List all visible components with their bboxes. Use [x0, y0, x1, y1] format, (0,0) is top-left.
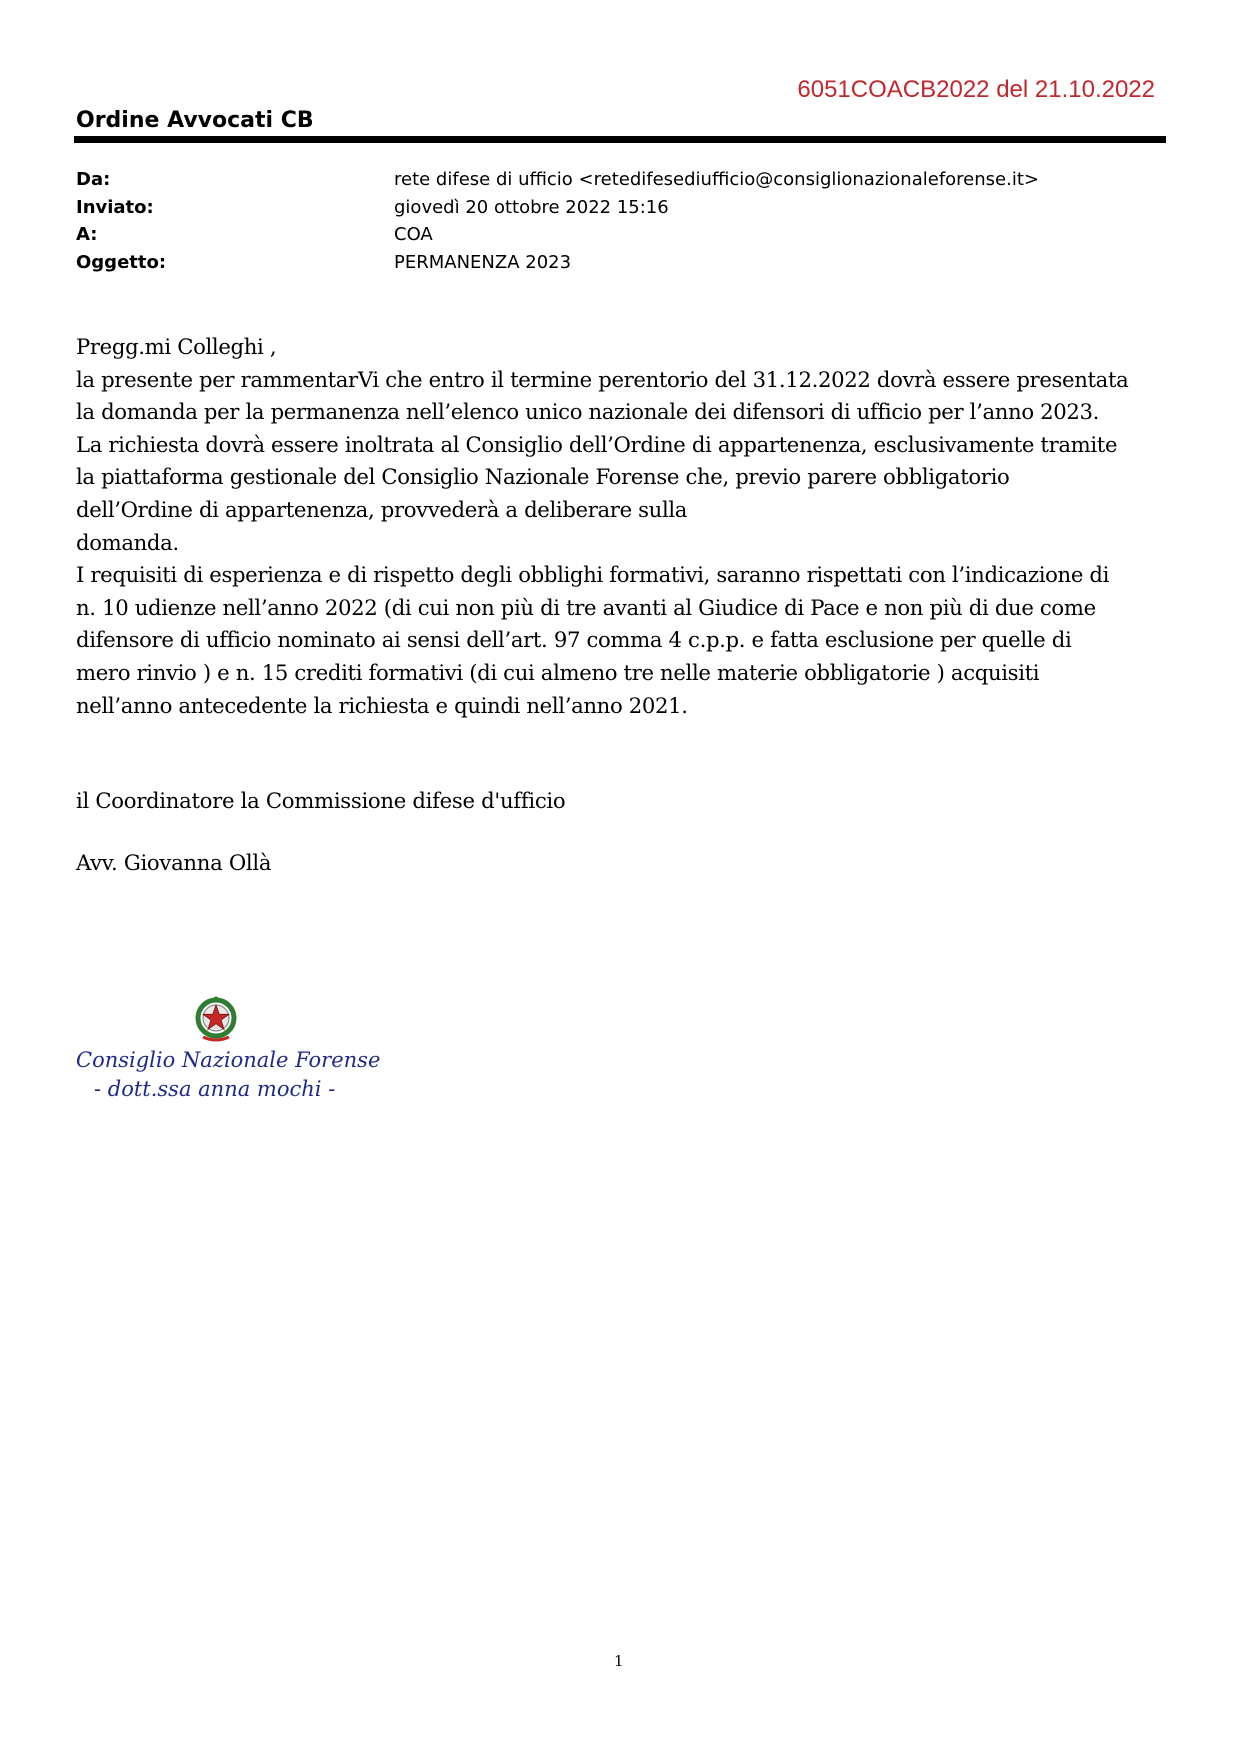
body-line: I requisiti di esperienza e di rispetto degli obblighi formativi, saranno rispettati con l’indicazione di [76, 562, 1110, 588]
body-line: la domanda per la permanenza nell’elenco unico nazionale dei difensori di ufficio per l’anno 2023. [76, 399, 1100, 425]
footer-person: - dott.ssa anna mochi - [94, 1077, 336, 1101]
body-line: la piattaforma gestionale del Consiglio Nazionale Forense che, previo parere obbligatorio [76, 464, 1010, 490]
email-header-row-sent [76, 194, 1076, 222]
header-divider [74, 136, 1166, 143]
body-line: La richiesta dovrà essere inoltrata al Consiglio dell’Ordine di appartenenza, esclusivamente tramite [76, 431, 1118, 457]
email-header-value: PERMANENZA 2023 [394, 251, 572, 273]
signature-role: il Coordinatore la Commissione difese d'ufficio [76, 788, 566, 813]
body-line: domanda. [76, 529, 179, 555]
body-line: mero rinvio ) e n. 15 crediti formativi (di cui almeno tre nelle materie obbligatorie ) acquisiti [76, 659, 1040, 685]
email-header-row-subject [76, 249, 1076, 277]
protocol-stamp: 6051COACB2022 del 21.10.2022 [797, 76, 1155, 103]
email-header-label: Da: [76, 169, 111, 190]
body-line: Pregg.mi Colleghi , [76, 334, 277, 359]
org-title: Ordine Avvocati CB [76, 108, 314, 133]
email-header-value: rete difese di ufficio <retedifesediufficio@consiglionazionaleforense.it> [394, 169, 1039, 190]
page-number: 1 [614, 1652, 624, 1670]
email-header-label: Oggetto: [76, 251, 167, 273]
body-line: difensore di ufficio nominato ai sensi dell’art. 97 comma 4 c.p.p. e fatta esclusione per quelle di [76, 627, 1072, 653]
email-header-value: COA [394, 224, 433, 245]
body-line: la presente per rammentarVi che entro il termine perentorio del 31.12.2022 dovrà essere presentata [76, 366, 1129, 392]
signature-name: Avv. Giovanna Ollà [76, 850, 272, 875]
email-header [76, 166, 1076, 276]
body-line: dell’Ordine di appartenenza, provvederà a deliberare sulla [76, 496, 688, 522]
body-line: n. 10 udienze nell’anno 2022 (di cui non più di tre avanti al Giudice di Pace e non più di due come [76, 594, 1096, 620]
email-header-row-to [76, 221, 1076, 249]
email-header-value: giovedì 20 ottobre 2022 15:16 [394, 196, 669, 218]
body-line: nell’anno antecedente la richiesta e quindi nell’anno 2021. [76, 692, 688, 718]
footer-organization: Consiglio Nazionale Forense [76, 1048, 381, 1072]
email-header-label: A: [76, 224, 98, 245]
italian-republic-emblem-icon [191, 993, 241, 1045]
email-header-label: Inviato: [76, 196, 154, 218]
email-body [76, 331, 1176, 722]
email-header-row-from [76, 166, 1076, 194]
